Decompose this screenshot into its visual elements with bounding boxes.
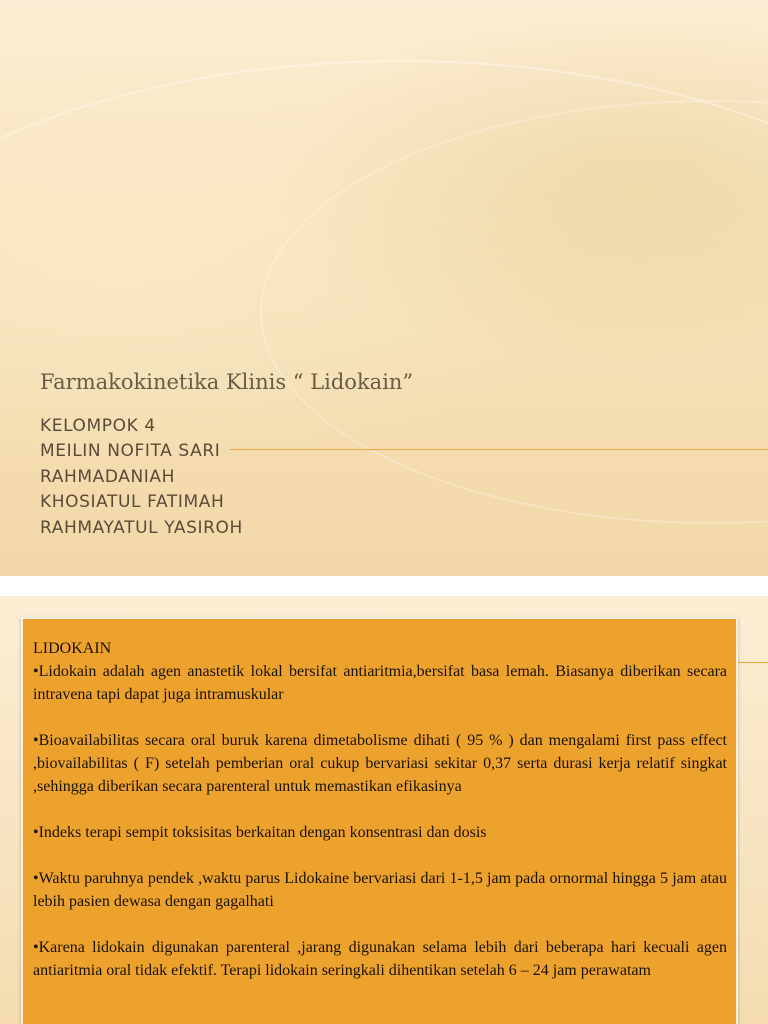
subtitle-line: MEILIN NOFITA SARI [40,441,221,462]
bullet-item: •Waktu paruhnya pendek ,waktu parus Lidokaine bervariasi dari 1-1,5 jam pada ornormal hingga 5 jam atau lebih pasien dewasa dengan gagalhati [33,870,727,910]
content-heading: LIDOKAIN [33,640,112,657]
bullet-item: •Lidokain adalah agen anastetik lokal bersifat antiaritmia,bersifat basa lemah. Biasanya diberikan secara intravena tapi dapat juga intramuskular [33,663,727,703]
subtitle-line: RAHMADANIAH [40,466,175,487]
bullet-item: •Karena lidokain digunakan parenteral ,jarang digunakan selama lebih dari beberapa hari kecuali agen antiaritmia oral tidak efektif. Terapi lidokain seringkali dihentikan setelah 6 – 24 jam perawatam [33,939,727,979]
subtitle-line: KELOMPOK 4 [40,416,156,436]
group-member-list [40,414,243,541]
accent-line [738,662,768,663]
slide-title: Farmakokinetika Klinis “ Lidokain” [40,370,414,394]
slide-separator [0,576,768,596]
content-box [21,617,738,1024]
bullet-item: •Indeks terapi sempit toksisitas berkaitan dengan konsentrasi dan dosis [33,824,487,841]
content-slide [0,596,768,1024]
bullet-item: •Bioavailabilitas secara oral buruk karena dimetabolisme dihati ( 95 % ) dan mengalami first pass effect ,biovailabilitas ( F) setelah pemberian oral cukup bervariasi sekitar 0,37 serta durasi kerja relatif singkat ,sehingga diberikan secara parenteral untuk memastikan efikasinya [33,732,727,795]
subtitle-line: KHOSIATUL FATIMAH [40,492,225,513]
subtitle-line: RAHMAYATUL YASIROH [40,517,243,538]
accent-line [230,449,768,450]
